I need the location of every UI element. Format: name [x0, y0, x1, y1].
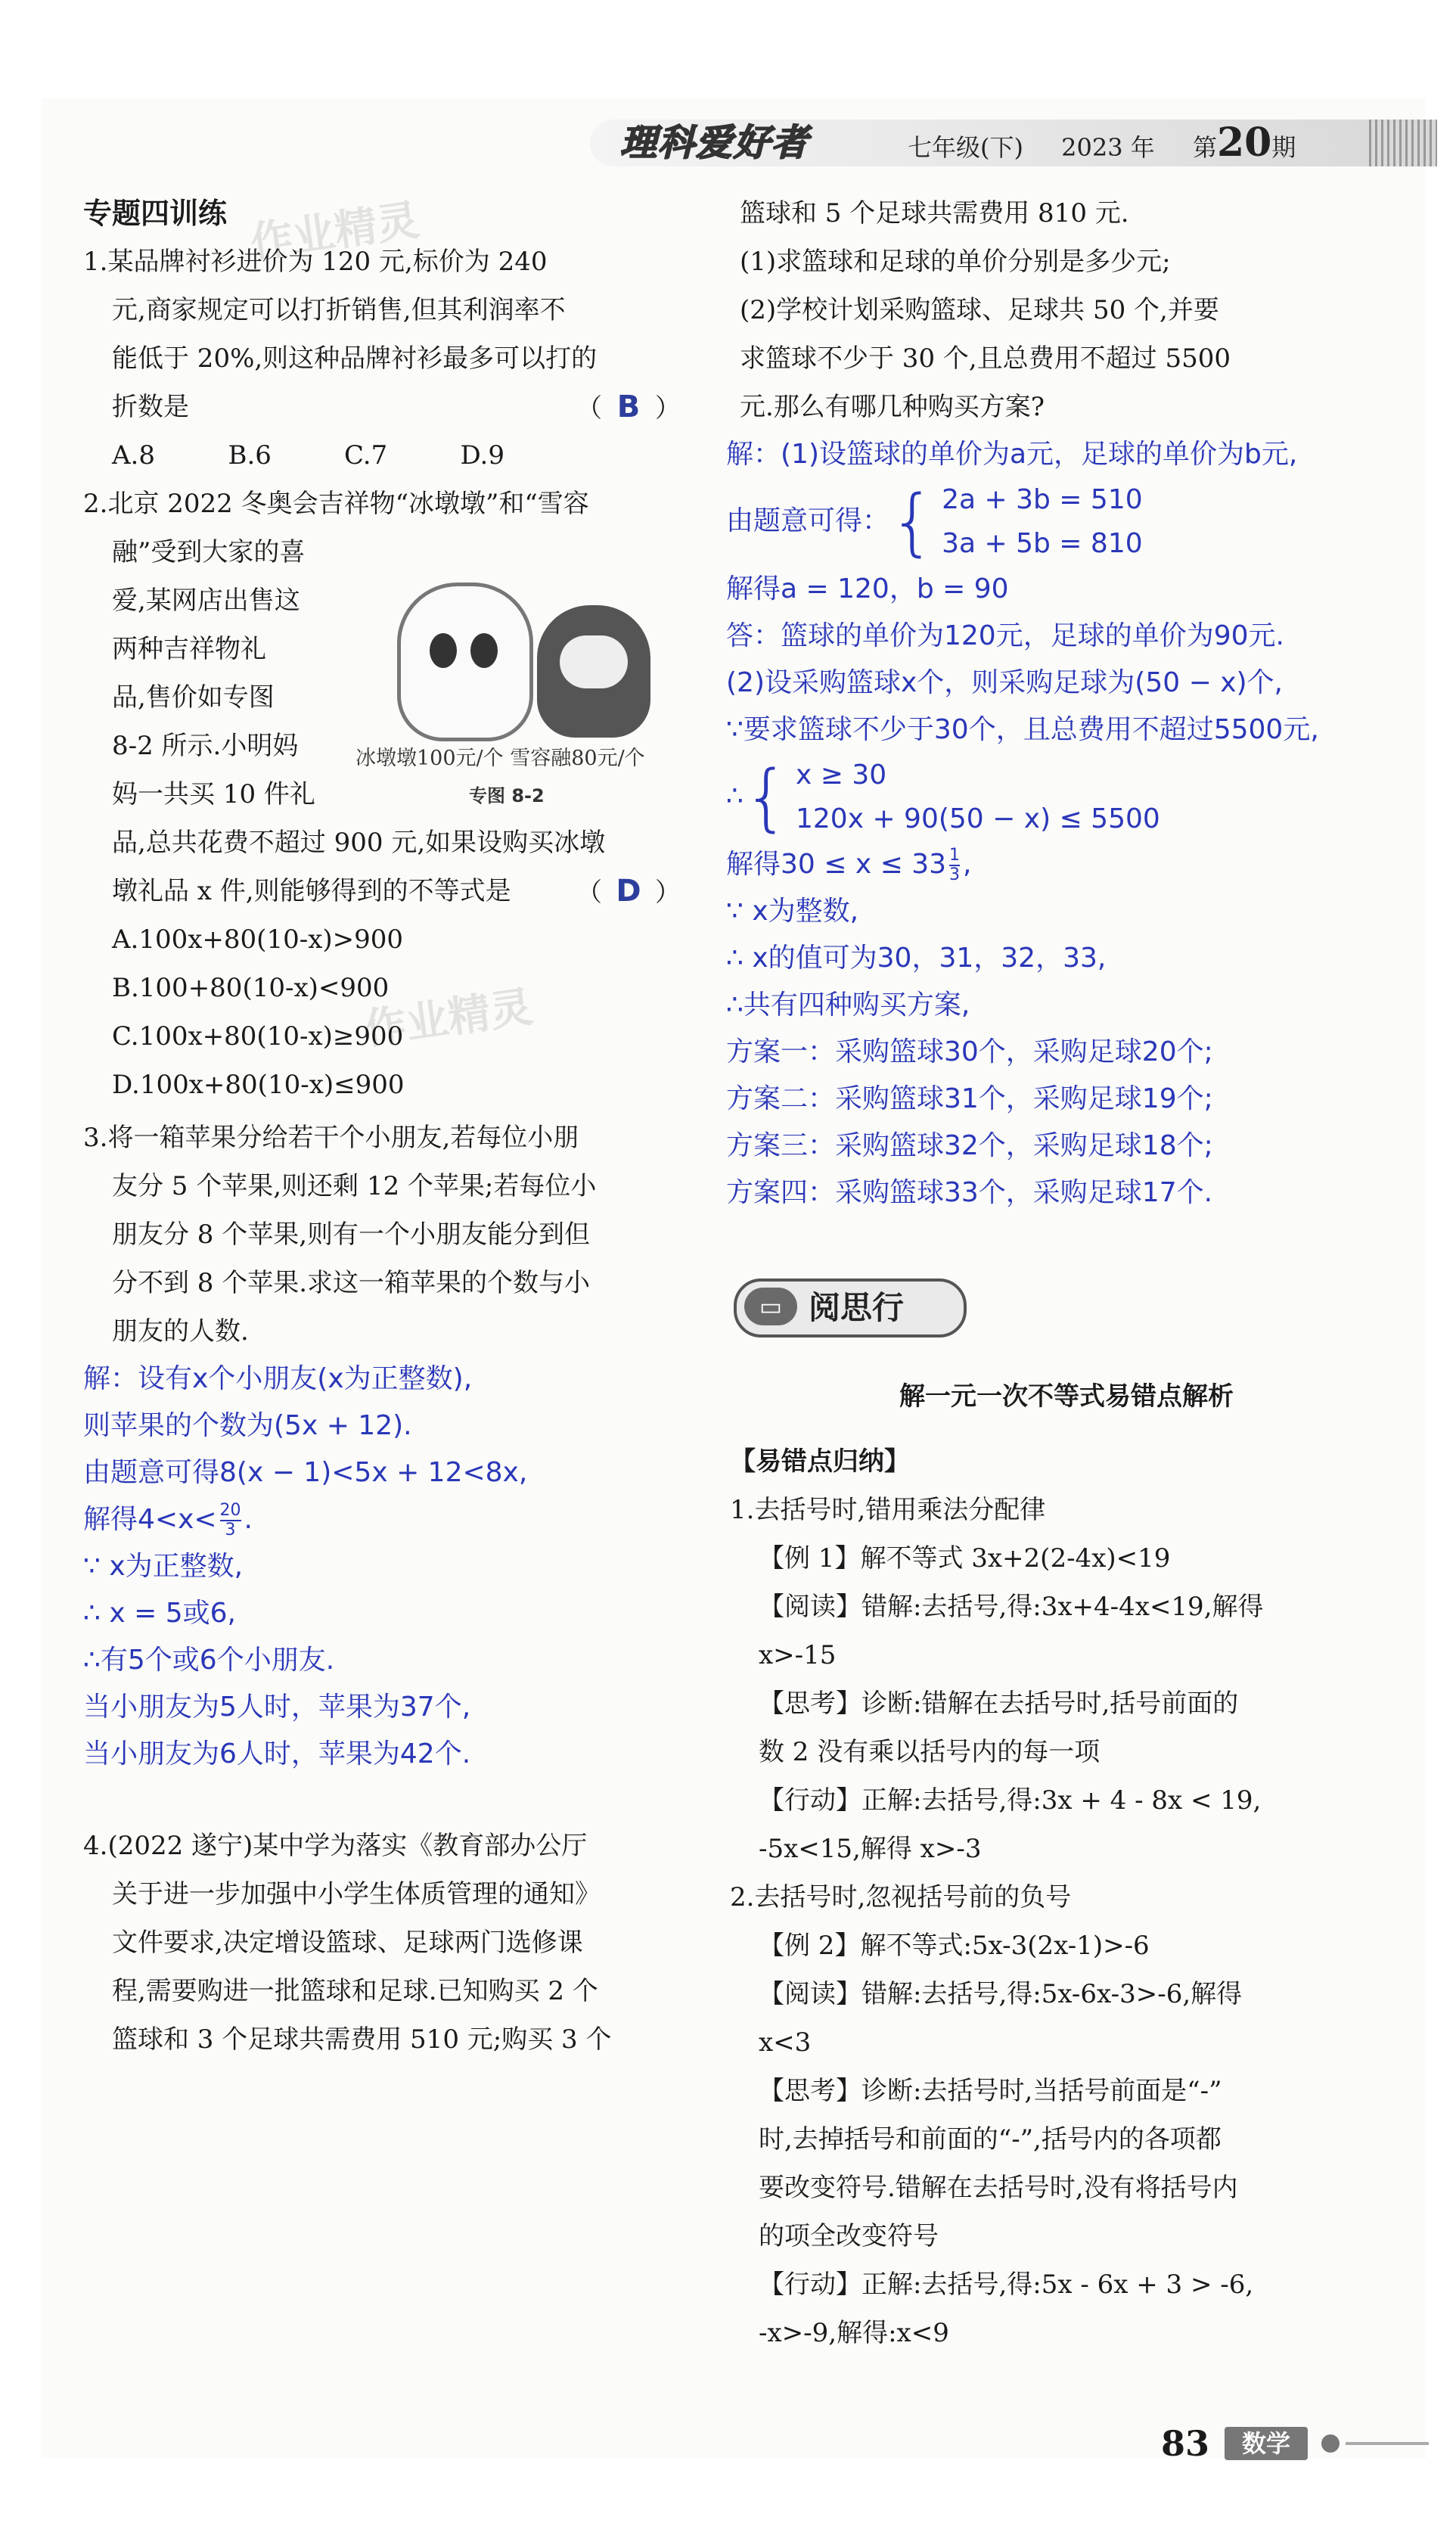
solution-line: 由题意可得8(x − 1)<5x + 12<8x,: [83, 1457, 528, 1488]
article-line: x<3: [759, 2027, 812, 2058]
option: C.100x+80(10-x)≥900: [112, 1021, 404, 1052]
article-line: 时,去掉括号和前面的“-”,括号内的各项都: [759, 2124, 1222, 2155]
question-3: [83, 1114, 681, 1778]
answer-mark: D: [616, 874, 641, 909]
fraction: $\frac{1}{3}$: [949, 846, 961, 884]
issue-number: 20: [1216, 120, 1272, 166]
year-label: 2023 年: [1061, 133, 1155, 162]
question-text: 爱,某网店出售这: [112, 586, 300, 616]
issue-suffix: 期: [1271, 133, 1296, 162]
bing-dwen-dwen-image: [397, 583, 533, 741]
option: B.6: [228, 440, 272, 471]
article-line: 数 2 没有乘以括号内的每一项: [759, 1737, 1101, 1767]
question-text: 妈一共买 10 件礼: [112, 779, 315, 809]
footer-dot: [1321, 2434, 1340, 2453]
question-text: 品,总共花费不超过 900 元,如果设购买冰墩: [112, 828, 606, 858]
article-lines: [730, 1486, 1411, 2357]
question-text: 分不到 8 个苹果.求这一箱苹果的个数与小: [112, 1268, 591, 1298]
question-text: 能低于 20%,则这种品牌衬衫最多可以打的: [112, 343, 598, 374]
badge-label: 阅思行: [809, 1289, 905, 1326]
issue-prefix: 第: [1192, 133, 1217, 162]
question-text: 篮球和 5 个足球共需费用 810 元.: [740, 198, 1129, 228]
solution-line: 答：篮球的单价为120元，足球的单价为90元.: [726, 620, 1284, 651]
page-number: 83: [1161, 2423, 1210, 2464]
handwritten-solution: [726, 431, 1407, 1216]
option: D.100x+80(10-x)≤900: [112, 1070, 405, 1100]
fraction: $\frac{20}{3}$: [219, 1501, 241, 1539]
question-text: 融”受到大家的喜: [112, 537, 306, 567]
question-text: 关于进一步加强中小学生体质管理的通知》: [112, 1879, 601, 1909]
article-line: 的项全改变符号: [759, 2221, 939, 2251]
article-line: 【行动】正解:去括号,得:3x + 4 - 8x < 19,: [759, 1785, 1262, 1816]
question-text: 元.那么有哪几种购买方案?: [740, 392, 1045, 422]
reading-icon: ▭: [744, 1288, 797, 1325]
article-line: -x>-9,解得:x<9: [759, 2318, 949, 2348]
solution-line: 解：(1)设篮球的单价为a元，足球的单价为b元,: [726, 439, 1298, 470]
question-text: 品,售价如专图: [112, 682, 275, 713]
article-line: 【例 1】解不等式 3x+2(2-4x)<19: [759, 1543, 1171, 1574]
article-line: 【思考】诊断:去括号时,当括号前面是“-”: [759, 2076, 1222, 2106]
article-line: 【阅读】错解:去括号,得:3x+4-4x<19,解得: [759, 1592, 1264, 1622]
solution-line: ∵要求篮球不少于30个，且总费用不超过5500元,: [726, 714, 1319, 745]
question-text: 3.将一箱苹果分给若干个小朋友,若每位小朋: [83, 1123, 579, 1153]
question-text: (2)学校计划采购篮球、足球共 50 个,并要: [740, 295, 1219, 325]
question-1: [83, 238, 681, 480]
question-text: 朋友分 8 个苹果,则有一个小朋友能分到但: [112, 1219, 591, 1250]
solution-line: 解得30 ≤ x ≤ 33 $\frac{1}{3}$ ,: [726, 846, 972, 884]
page-footer: [1161, 2417, 1429, 2470]
answer-mark: B: [616, 390, 641, 424]
solution-line: 方案一：采购篮球30个，采购足球20个;: [726, 1036, 1213, 1067]
inequality-system: ∴ { x ≥ 30 120x + 90(50 − x) ≤ 5500: [726, 755, 1160, 840]
solution-line: (2)设采购篮球x个，则采购足球为(50 − x)个,: [726, 667, 1283, 698]
solution-line: ∴有5个或6个小朋友.: [83, 1645, 335, 1676]
solution-line: 则苹果的个数为(5x + 12).: [83, 1410, 412, 1441]
page-header: [590, 113, 1437, 174]
right-column: [726, 189, 1407, 1216]
question-text: 友分 5 个苹果,则还剩 12 个苹果;若每位小: [112, 1171, 597, 1201]
solution-line: 方案二：采购篮球31个，采购足球19个;: [726, 1083, 1213, 1114]
solution-line: ∵ x为正整数,: [83, 1551, 244, 1582]
option: B.100+80(10-x)<900: [112, 973, 390, 1003]
mascot-figure: [355, 560, 681, 809]
answer-bracket: （ D ）: [576, 867, 681, 917]
option: A.8: [112, 440, 155, 471]
article-line: -5x<15,解得 x>-3: [759, 1834, 982, 1864]
article-line: 【行动】正解:去括号,得:5x - 6x + 3 > -6,: [759, 2270, 1254, 2300]
left-column: [83, 189, 681, 2064]
watermark: 作业精灵: [361, 982, 536, 1055]
article-line: 要改变符号.错解在去括号时,没有将括号内: [759, 2173, 1238, 2203]
article-line: 【思考】诊断:错解在去括号时,括号前面的: [759, 1689, 1239, 1719]
issue-info: [908, 121, 1296, 165]
solution-line: 当小朋友为6人时，苹果为42个.: [83, 1738, 471, 1769]
answer-bracket: （ B ）: [576, 383, 681, 433]
option: A.100x+80(10-x)>900: [112, 924, 404, 955]
question-text: 折数是 （ B ）: [83, 383, 681, 431]
question-text: 2.北京 2022 冬奥会吉祥物“冰墩墩”和“雪容: [83, 489, 589, 519]
figure-label: 专图 8-2: [469, 785, 545, 806]
question-text: 程,需要购进一批篮球和足球.已知购买 2 个: [112, 1976, 598, 2006]
options-row: [83, 431, 576, 480]
solution-line: ∵ x为整数,: [726, 896, 859, 927]
question-text: 1.某品牌衬衫进价为 120 元,标价为 240: [83, 247, 548, 277]
solution-line: 方案四：采购篮球33个，采购足球17个.: [726, 1177, 1213, 1208]
article-body: [730, 1437, 1411, 2357]
equation-system: 由题意可得： { 2a + 3b = 510 3a + 5b = 810: [726, 480, 1143, 564]
watermark: 作业精灵: [247, 195, 423, 269]
article-line: 【例 2】解不等式:5x-3(2x-1)>-6: [759, 1931, 1150, 1961]
subject-tag: 数学: [1225, 2427, 1308, 2460]
article-line: 1.去括号时,错用乘法分配律: [730, 1495, 1046, 1525]
solution-line: ∴ x = 5或6,: [83, 1598, 236, 1629]
option: D.9: [460, 440, 504, 471]
article-heading: 【易错点归纳】: [730, 1446, 910, 1477]
question-text: 朋友的人数.: [112, 1316, 249, 1347]
question-text: 篮球和 3 个足球共需费用 510 元;购买 3 个: [112, 2024, 612, 2055]
option: C.7: [344, 440, 388, 471]
section-title: 专题四训练: [83, 197, 228, 230]
footer-rule: [1346, 2442, 1429, 2445]
article-line: 2.去括号时,忽视括号前的负号: [730, 1882, 1072, 1912]
question-text: 文件要求,决定增设篮球、足球两门选修课: [112, 1928, 583, 1958]
question-4: [83, 1822, 681, 2064]
question-text: 求篮球不少于 30 个,且总费用不超过 5500: [740, 343, 1231, 374]
solution-line: 解得a = 120，b = 90: [726, 573, 1009, 604]
magazine-logo: 理科爱好者: [620, 122, 810, 164]
shuey-rhon-rhon-image: [537, 605, 650, 738]
question-text: 墩礼品 x 件,则能够得到的不等式是 （ D ）: [83, 867, 681, 915]
solution-line: ∴ x的值可为30，31，32，33,: [726, 943, 1107, 974]
article-line: 【阅读】错解:去括号,得:5x-6x-3>-6,解得: [759, 1979, 1243, 2009]
question-text: 两种吉祥物礼: [112, 634, 266, 664]
grade-label: 七年级(下): [908, 133, 1023, 162]
solution-line: 当小朋友为5人时，苹果为37个,: [83, 1692, 471, 1723]
solution-line: 解得4<x< $\frac{20}{3}$ .: [83, 1501, 253, 1539]
section-badge: [734, 1278, 967, 1338]
header-stripes: [1369, 120, 1437, 166]
question-text: 元,商家规定可以打折销售,但其利润率不: [112, 295, 566, 325]
solution-line: 解：设有x个小朋友(x为正整数),: [83, 1363, 473, 1394]
question-text: (1)求篮球和足球的单价分别是多少元;: [740, 247, 1171, 277]
solution-line: ∴共有四种购买方案,: [726, 990, 970, 1021]
question-text: 4.(2022 遂宁)某中学为落实《教育部办公厅: [83, 1831, 588, 1861]
solution-line: 方案三：采购篮球32个，采购足球18个;: [726, 1130, 1213, 1161]
figure-caption: 冰墩墩100元/个 雪容融80元/个: [355, 747, 645, 770]
question-text: 8-2 所示.小明妈: [112, 731, 299, 761]
article-line: x>-15: [759, 1640, 837, 1670]
article-title: 解一元一次不等式易错点解析: [899, 1381, 1234, 1412]
handwritten-solution: [83, 1356, 681, 1778]
